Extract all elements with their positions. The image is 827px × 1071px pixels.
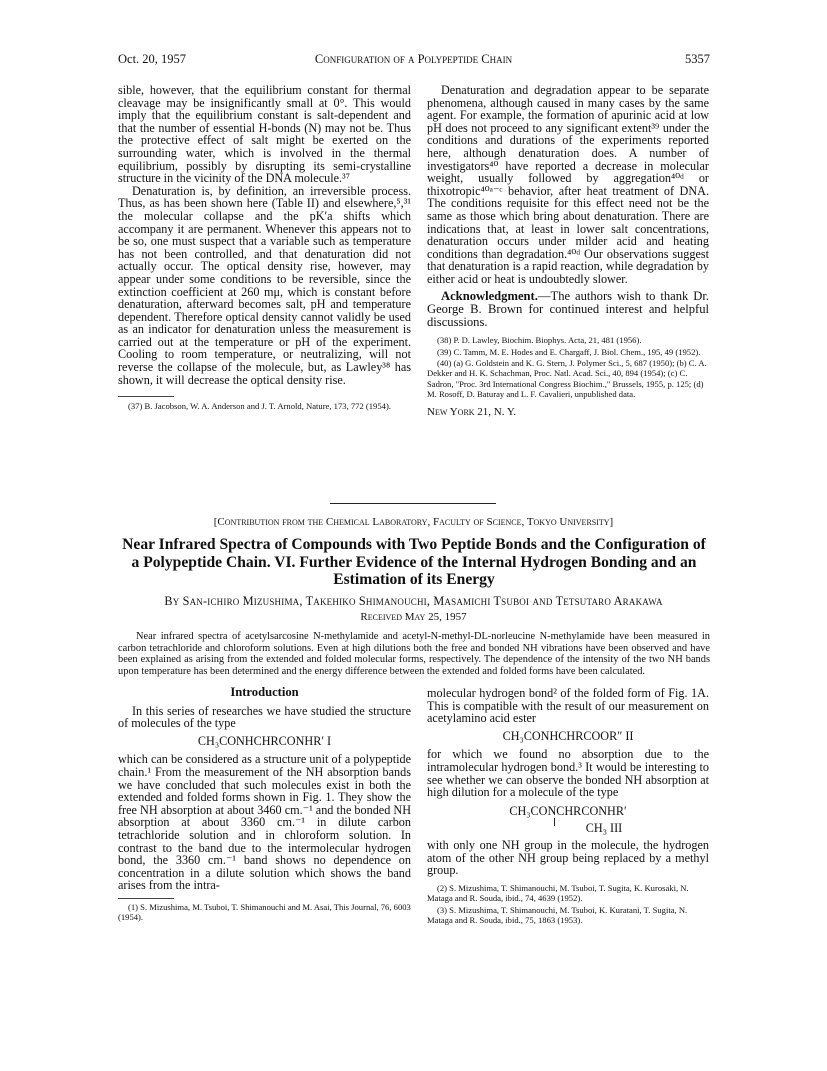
article-right-column <box>427 687 709 926</box>
formula-iii <box>427 805 709 835</box>
formula-iii-top: CH₃CONCHRCONHR′ <box>509 803 627 818</box>
abstract <box>118 631 710 677</box>
article-authors: By San-ichiro Mizushima, Takehiko Shimanouchi, Masamichi Tsuboi and Tetsutaro Arakawa <box>164 594 663 608</box>
footnote-3: (3) S. Mizushima, T. Shimanouchi, M. Tsuboi, K. Kuratani, T. Sugita, N. Mataga and R. Souda, ibid., 75, 1863 (1953). <box>427 904 688 925</box>
intro-para-1: In this series of researches we have studied the structure of molecules of the type <box>118 703 411 731</box>
prev-left-para-1: sible, however, that the equilibrium constant for thermal cleavage may be insignificantly small at 0°. This would imply that the equilibrium constant is salt-dependent and that the number of essential H-bonds (N) may not be. Thus the protective effect of salt might be exerted on the surrounding water, which is involved in the thermal equilibrium, possibly by disrupting its semi-crystalline structure in the vicinity of the DNA molecule.³⁷ <box>118 83 411 186</box>
article-left-column <box>118 686 411 924</box>
location: New York 21, N. Y. <box>427 405 517 418</box>
received-date: Received May 25, 1957 <box>360 611 467 623</box>
footnote-40: (40) (a) G. Goldstein and K. G. Stern, J. Polymer Sci., 5, 687 (1950); (b) C. A. Dekker and H. K. Schachman, Proc. Natl. Acad. Sci., 40, 894 (1954); (c) C. Sadron, "Proc. 3rd International Congress Biochim.," Brussels, 1955, p. 125; (d) M. Rosoff, D. Baturay and L. F. Cavalieri, unpublished data. <box>427 357 707 400</box>
prev-right-column <box>427 84 709 418</box>
abstract-text: Near infrared spectra of acetylsarcosine N-methylamide and acetyl-N-methyl-DL-norleucine N-methylamide have been measured in carbon tetrachloride and chloroform solutions. Even at high dilutions both the free and bonded NH vibrations have been observed and have been explained as arising from the extended and folded molecular forms, respectively. The dependence of the intensity of the two NH bands upon temperature has been determined and the energy difference between the extended and folded forms have been calculated. <box>118 631 710 677</box>
footnote-divider <box>118 396 174 397</box>
prev-left-para-2: Denaturation is, by definition, an irreversible process. Thus, as has been shown here (Table II) and elsewhere,⁵,³¹ the molecular collapse and the pK′a shifts which accompany it are permanent. Whenever this appears not to be so, one must suspect that a variable such as temperature has not been controlled, and that denaturation did not actually occur. The optical density rise, however, may appear under some conditions to be reversible, since the extinction coefficient at 260 mμ, which is constant before denaturation, afterward becomes salt, pH and temperature dependent. Therefore optical density cannot validly be used as an indicator for denaturation unless the measurement is carried out at the temperature or pH of the experiment. Cooling to room temperature, or neutralizing, will not reverse the collapse of the molecule, but, as Lawley³⁸ has shown, it will decrease the optical density rise. <box>118 183 411 387</box>
article-divider <box>330 503 496 504</box>
formula-i: CH₃CONHCHRCONHR′ I <box>197 733 332 748</box>
formula-ii: CH₃CONHCHRCOOR″ II <box>502 728 634 743</box>
formula-iii-bottom: CH₃ III <box>585 821 623 836</box>
footnote-2: (2) S. Mizushima, T. Shimanouchi, M. Tsuboi, T. Sugita, K. Kurosaki, N. Mataga and R. Souda, ibid., 74, 4639 (1952). <box>427 882 689 904</box>
right-para-3: with only one NH group in the molecule, the hydrogen atom of the other NH group being replaced by a methyl group. <box>427 837 709 878</box>
right-para-1: molecular hydrogen bond² of the folded form of Fig. 1A. This is compatible with the result of our measurement on acetylamino acid ester <box>427 686 709 726</box>
formula-iii-bond <box>554 818 555 826</box>
section-heading-introduction: Introduction <box>230 685 299 699</box>
footnote-39: (39) C. Tamm, M. E. Hodes and E. Chargaff, J. Biol. Chem., 195, 49 (1952). <box>437 346 701 357</box>
prev-right-para-1: Denaturation and degradation appear to be separate phenomena, although caused in many cases by the same agent. For example, the formation of apurinic acid at low pH does not proceed to any significant extent³⁹ under the conditions and durations of the experiments reported here, although denaturation does. A number of investigators⁴⁰ have reported a decrease in molecular weight, usually followed by aggregation⁴⁰ᵈ or thixotropic⁴⁰ᵃ⁻ᶜ behavior, after heat treatment of DNA. The conditions requisite for this effect need not be the same as those which bring about denaturation. There are indications that, at least in lower salt concentrations, denaturation occurs under milder acid and heating conditions than degradation.⁴⁰ᵈ Our observations suggest that denaturation is a rapid reaction, while degradation by either acid or heat is undoubtedly slower. <box>427 83 709 286</box>
acknowledgment-label: Acknowledgment. <box>441 288 538 303</box>
running-title: Configuration of a Polypeptide Chain <box>314 52 513 66</box>
footnote-divider <box>118 898 174 899</box>
acknowledgment-text: —The authors wish to thank Dr. George B. Brown for continued interest and helpful discussions. <box>427 288 709 329</box>
page-number: 5357 <box>685 52 710 66</box>
footnote-38: (38) P. D. Lawley, Biochim. Biophys. Acta, 21, 481 (1956). <box>437 335 642 346</box>
intro-para-2: which can be considered as a structure unit of a polypeptide chain.¹ From the measurement of the NH absorption bands we have concluded that such molecules exist in both the extended and folded forms shown in Fig. 1. They show the free NH absorption at about 3460 cm.⁻¹ and the bonded NH absorption at about 3360 cm.⁻¹ in dilute carbon tetrachloride solution and in chloroform solution. In contrast to the band due to the intermolecular hydrogen bond, the 3360 cm.⁻¹ band shows no dependence on concentration in a dilute solution which shows the band arises from the intra- <box>118 752 411 893</box>
acknowledgment <box>427 290 709 330</box>
header-date: Oct. 20, 1957 <box>118 52 187 66</box>
right-para-2: for which we found no absorption due to the intramolecular hydrogen bond.³ It would be interesting to see whether we can observe the bonded NH absorption at high dilution for a molecule of the type <box>427 747 709 800</box>
article-title: Near Infrared Spectra of Compounds with Two Peptide Bonds and the Configuration of a Polypeptide Chain. VI. Further Evidence of the Internal Hydrogen Bonding and an Estimation of its Energy <box>122 536 706 588</box>
prev-left-column <box>118 84 411 413</box>
contribution-line: [Contribution from the Chemical Laboratory, Faculty of Science, Tokyo University] <box>213 516 614 528</box>
footnote-1: (1) S. Mizushima, M. Tsuboi, T. Shimanouchi and M. Asai, This Journal, 76, 6003 (1954). <box>118 901 411 923</box>
footnote-37: (37) B. Jacobson, W. A. Anderson and J. T. Arnold, Nature, 173, 772 (1954). <box>128 401 391 412</box>
